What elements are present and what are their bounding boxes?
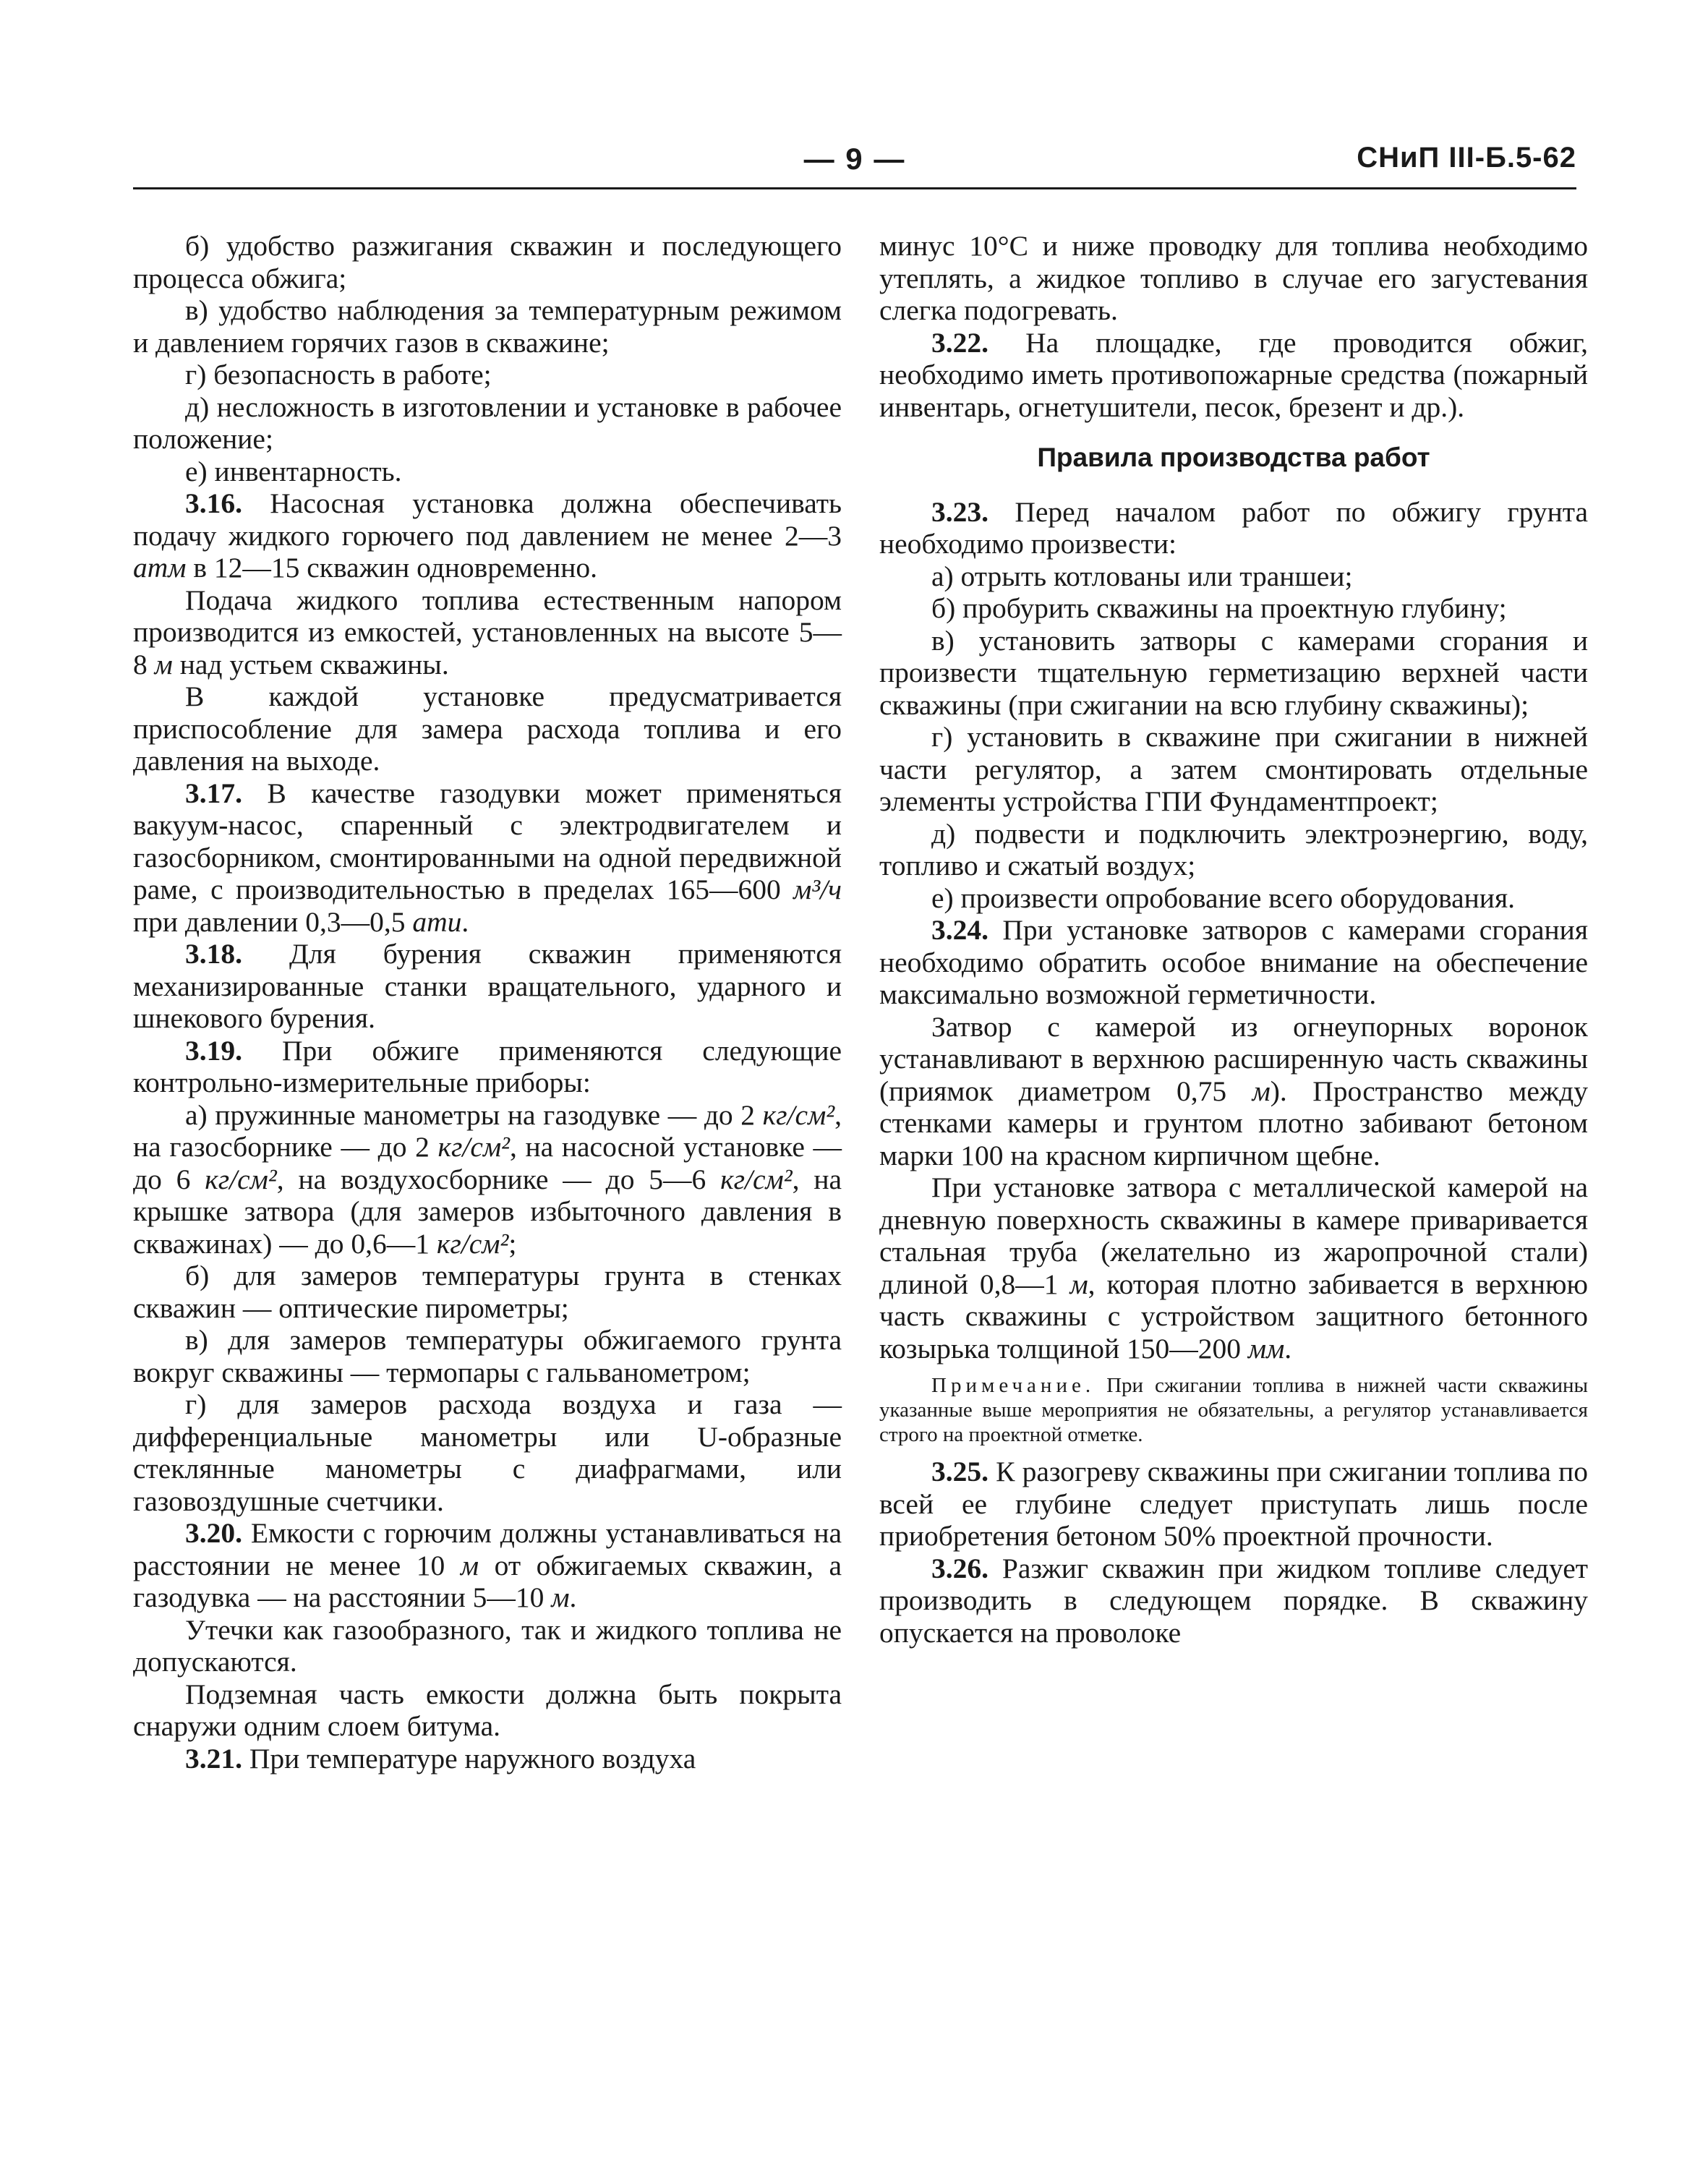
header-rule <box>133 187 1576 189</box>
clause-text: При установке затворов с камерами сгорания необходимо обратить особое внимание на обеспечение максимально возможной герметичности. <box>879 914 1588 1010</box>
unit: кг/см² <box>437 1131 510 1163</box>
unit: м <box>460 1549 479 1581</box>
clause-3-16-paragraph-3: В каждой установке предусматривается приспособление для замера расхода топлива и его давления на выходе. <box>133 680 842 777</box>
clause-text: , которая плотно забивается в верхнюю часть скважины с устройством защитного бетонного козырька толщиной 150—200 <box>879 1268 1588 1365</box>
unit: м <box>551 1581 570 1613</box>
clause-number: 3.21. <box>185 1742 242 1775</box>
unit: кг/см² <box>436 1227 509 1260</box>
unit: кг/см² <box>205 1163 277 1195</box>
clause-3-23-item-g: г) установить в скважине при сжигании в нижней части регулятор, а затем смонтировать отдельные элементы устройства ГПИ Фундаментпроект; <box>879 721 1588 817</box>
unit: мм <box>1247 1332 1285 1365</box>
clause-number: 3.16. <box>185 487 242 519</box>
clause-3-24 <box>879 914 1588 1011</box>
clause-text: от обжигаемых скважин, а газодувка — на расстоянии 5—10 <box>133 1549 842 1613</box>
clause-text: К разогреву скважины при сжигании топлива по всей ее глубине следует приступать лишь после приобретения бетоном 50% проектной прочности. <box>879 1456 1588 1552</box>
clause-3-26 <box>879 1553 1588 1649</box>
clause-text: . <box>461 905 469 938</box>
unit: кг/см² <box>720 1163 793 1195</box>
clause-number: 3.25. <box>931 1456 988 1487</box>
clause-3-23-item-b: б) пробурить скважины на проектную глубину; <box>931 592 1507 624</box>
clause-text: над устьем скважины. <box>179 648 449 680</box>
clause-text: в 12—15 скважин одновременно. <box>193 552 598 584</box>
unit: м <box>1252 1075 1271 1107</box>
clause-number: 3.26. <box>931 1552 988 1584</box>
clause-number: 3.22. <box>931 326 988 359</box>
clause-3-22 <box>879 327 1588 424</box>
clause-3-16 <box>133 487 842 584</box>
clause-text: Подача жидкого топлива естественным напором производится из емкостей, установленных на высоте 5—8 <box>133 584 842 680</box>
clause-text: , на крышке затвора (для замеров избыточного давления в скважинах) — до 0,6—1 <box>133 1163 842 1260</box>
page-number: — 9 — <box>803 142 906 176</box>
clause-number: 3.18. <box>185 938 242 970</box>
clause-3-19-item-g: г) для замеров расхода воздуха и газа — дифференциальные манометры или U-образные стеклянные манометры с диафрагмами, или газовоздушные счетчики. <box>133 1388 842 1517</box>
clause-3-16-paragraph-2 <box>133 584 842 681</box>
clause-3-24-paragraph-2 <box>879 1011 1588 1172</box>
clause-text: , на насосной установке — до 6 <box>133 1131 842 1195</box>
clause-3-19-item-b: б) для замеров температуры грунта в стенках скважин — оптические пирометры; <box>133 1260 842 1324</box>
left-column <box>133 230 842 1775</box>
clause-text: , на воздухосборнике — до 5—6 <box>276 1163 706 1195</box>
list-item-b: б) удобство разжигания скважин и последующего процесса обжига; <box>133 230 842 294</box>
clause-text: . <box>569 1581 577 1613</box>
clause-number: 3.17. <box>185 777 242 809</box>
unit: ати <box>412 905 462 938</box>
clause-3-19-item-a <box>133 1099 842 1260</box>
unit: атм <box>133 552 187 584</box>
clause-text: При установке затвора с металлической камерой на дневную поверхность скважины в камере приваривается стальная труба (желательно из жаропрочной стали) длиной 0,8—1 <box>879 1171 1588 1300</box>
clause-number: 3.20. <box>185 1517 242 1549</box>
clause-3-23-item-e: е) произвести опробование всего оборудования. <box>931 881 1515 914</box>
clause-text: Насосная установка должна обеспечивать подачу жидкого горючего под давлением не менее 2—3 <box>133 487 842 552</box>
unit: м <box>154 648 173 680</box>
clause-3-25 <box>879 1456 1588 1553</box>
section-title: Правила производства работ <box>1037 443 1430 472</box>
clause-text: Для бурения скважин применяются механизированные станки вращательного, ударного и шнекового бурения. <box>133 938 842 1034</box>
note-label: Примечание. <box>931 1374 1096 1397</box>
list-item-e: е) инвентарность. <box>185 455 402 487</box>
clause-text: Емкости с горючим должны устанавливаться на расстоянии не менее 10 <box>133 1517 842 1581</box>
clause-text: ). Пространство между стенками камеры и грунтом плотно забивают бетоном марки 100 на красном кирпичном щебне. <box>879 1075 1589 1171</box>
clause-text: при давлении 0,3—0,5 <box>133 905 406 938</box>
clause-text: . <box>1284 1332 1292 1365</box>
note <box>879 1373 1588 1447</box>
clause-3-23-item-a: а) отрыть котлованы или траншеи; <box>931 560 1353 592</box>
clause-3-19 <box>133 1035 842 1099</box>
clause-3-23-item-v: в) установить затворы с камерами сгорания и произвести тщательную герметизацию верхней части скважины (при сжигании на всю глубину скважины); <box>879 624 1588 721</box>
clause-text: а) пружинные манометры на газодувке — до 2 <box>185 1098 756 1131</box>
clause-3-20-paragraph-3: Подземная часть емкости должна быть покрыта снаружи одним слоем битума. <box>133 1678 842 1742</box>
clause-3-21 <box>133 1743 842 1775</box>
clause-number: 3.19. <box>185 1034 242 1067</box>
clause-3-20 <box>133 1517 842 1614</box>
clause-number: 3.24. <box>931 914 988 946</box>
right-column <box>879 230 1588 1649</box>
clause-3-23 <box>879 496 1588 560</box>
unit: кг/см² <box>762 1098 835 1131</box>
clause-number: 3.23. <box>931 495 988 528</box>
document-code: СНиП III-Б.5-62 <box>1357 142 1576 174</box>
clause-text: , на газосборнике — до 2 <box>133 1098 842 1163</box>
clause-3-19-item-v: в) для замеров температуры обжигаемого грунта вокруг скважины — термопары с гальванометром; <box>133 1324 842 1388</box>
clause-text: В качестве газодувки может применяться вакуум-насос, спаренный с электродвигателем и газосборником, смонтированными на одной передвижной раме, с производительностью в пределах 165—600 <box>133 777 842 905</box>
page-header <box>133 142 1576 192</box>
clause-3-23-item-d: д) подвести и подключить электроэнергию, воду, топливо и сжатый воздух; <box>879 817 1588 881</box>
clause-text: Разжиг скважин при жидком топливе следует производить в следующем порядке. В скважину опускается на проволоке <box>879 1552 1589 1649</box>
clause-text: На площадке, где проводится обжиг, необходимо иметь противопожарные средства (пожарный инвентарь, огнетушители, песок, брезент и др.). <box>879 326 1589 423</box>
clause-3-21-continued: минус 10°С и ниже проводку для топлива необходимо утеплять, а жидкое топливо в случае его загустевания слегка подогревать. <box>879 230 1588 326</box>
list-item-d: д) несложность в изготовлении и установке в рабочее положение; <box>133 390 842 455</box>
clause-text: Перед началом работ по обжигу грунта необходимо произвести: <box>879 495 1588 560</box>
clause-3-17 <box>133 777 842 939</box>
clause-3-24-paragraph-3 <box>879 1171 1588 1365</box>
unit: м <box>1069 1268 1088 1300</box>
note-text: При сжигании топлива в нижней части скважины указанные выше мероприятия не обязательны, а регулятор устанавливается строго на проектной отметке. <box>879 1374 1589 1446</box>
clause-text: Затвор с камерой из огнеупорных воронок устанавливают в верхнюю расширенную часть скважины (приямок диаметром 0,75 <box>879 1010 1588 1107</box>
clause-text: ; <box>508 1227 517 1260</box>
unit: м³/ч <box>793 874 842 905</box>
clause-text: При температуре наружного воздуха <box>249 1742 696 1775</box>
clause-3-20-paragraph-2: Утечки как газообразного, так и жидкого топлива не допускаются. <box>133 1613 842 1678</box>
list-item-v: в) удобство наблюдения за температурным режимом и давлением горячих газов в скважине; <box>133 294 842 359</box>
list-item-g: г) безопасность в работе; <box>185 359 492 390</box>
clause-3-18 <box>133 938 842 1035</box>
clause-text: При обжиге применяются следующие контрольно-измерительные приборы: <box>133 1034 842 1098</box>
